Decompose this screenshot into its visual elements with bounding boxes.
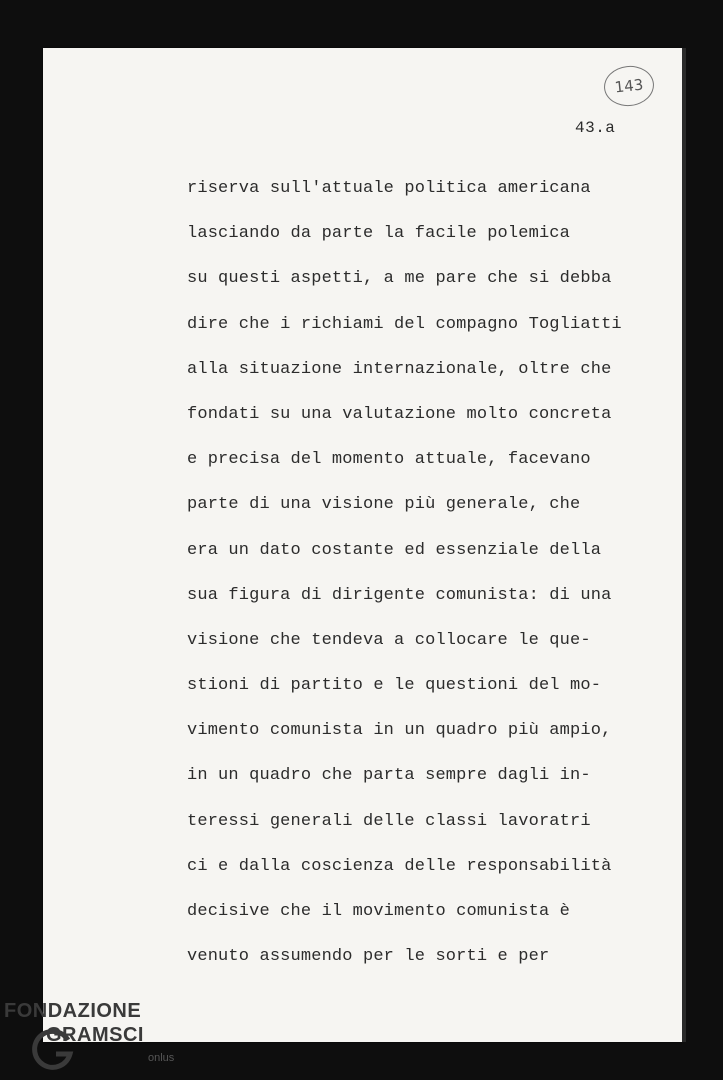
text-line: sua figura di dirigente comunista: di una	[187, 585, 612, 605]
text-line: visione che tendeva a collocare le que-	[187, 630, 591, 650]
text-line: su questi aspetti, a me pare che si debba	[187, 269, 612, 289]
text-line: e precisa del momento attuale, facevano	[187, 450, 591, 470]
logo-line-1: FONDAZIONE	[4, 1000, 142, 1022]
text-line: fondati su una valutazione molto concreta	[187, 404, 612, 424]
text-line: ci e dalla coscienza delle responsabilità	[187, 856, 612, 876]
text-line: dire che i richiami del compagno Togliatti	[187, 314, 622, 334]
logo-line-2: GRAMSCI	[46, 1024, 144, 1046]
text-line: stioni di partito e le questioni del mo-	[187, 676, 602, 696]
text-line: riserva sull'attuale politica americana	[187, 179, 591, 198]
archive-number: 143	[613, 75, 645, 97]
text-line: alla situazione internazionale, oltre che	[187, 359, 612, 379]
text-line: in un quadro che parta sempre dagli in-	[187, 766, 591, 786]
logo-line-3: onlus	[148, 1052, 175, 1064]
foundation-watermark-logo	[4, 1000, 184, 1075]
page-number: 43.a	[575, 119, 616, 137]
text-line: decisive che il movimento comunista è	[187, 902, 571, 921]
text-line: parte di una visione più generale, che	[187, 495, 581, 515]
text-line: era un dato costante ed essenziale della	[187, 540, 602, 560]
text-line: vimento comunista in un quadro più ampio,	[187, 721, 612, 741]
typed-text-body	[187, 175, 687, 988]
text-line: lasciando da parte la facile polemica	[187, 224, 571, 244]
text-line: teressi generali delle classi lavoratri	[187, 811, 591, 831]
text-line: venuto assumendo per le sorti e per	[187, 947, 550, 967]
